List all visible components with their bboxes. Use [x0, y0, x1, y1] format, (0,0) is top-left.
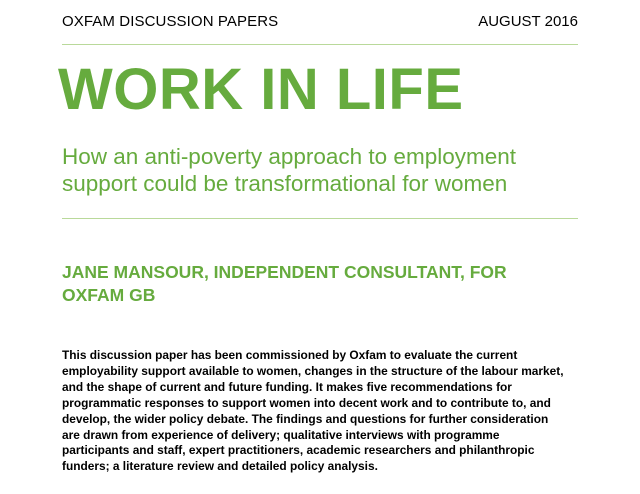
- document-title: WORK IN LIFE: [58, 57, 464, 122]
- author-line: JANE MANSOUR, INDEPENDENT CONSULTANT, FOR: [62, 262, 507, 282]
- series-label: OXFAM DISCUSSION PAPERS: [62, 13, 279, 30]
- abstract-paragraph: [62, 348, 582, 475]
- author-byline: [62, 261, 582, 307]
- abstract-line: programmatic responses to support women into decent work and to contribute to, and: [62, 395, 551, 410]
- abstract-line: develop, the wider policy debate. The findings and questions for further consideration: [62, 411, 549, 426]
- subtitle-line: How an anti-poverty approach to employment: [62, 144, 516, 169]
- publication-date: AUGUST 2016: [478, 13, 578, 30]
- abstract-line: funders; a literature review and detailed policy analysis.: [62, 459, 378, 474]
- top-divider: [62, 44, 578, 45]
- abstract-line: and the shape of current and future funding. It makes five recommendations for: [62, 379, 512, 394]
- subtitle-line: support could be transformational for women: [62, 171, 508, 196]
- document-subtitle: [62, 143, 582, 197]
- author-line: OXFAM GB: [62, 285, 156, 305]
- abstract-line: employability support available to women, changes in the structure of the labour market,: [62, 363, 564, 378]
- abstract-line: This discussion paper has been commissioned by Oxfam to evaluate the current: [62, 348, 518, 362]
- abstract-line: participants and staff, expert practitioners, academic researchers and philanthropic: [62, 443, 535, 458]
- middle-divider: [62, 218, 578, 219]
- abstract-line: are drawn from experience of delivery; qualitative interviews with programme: [62, 427, 500, 442]
